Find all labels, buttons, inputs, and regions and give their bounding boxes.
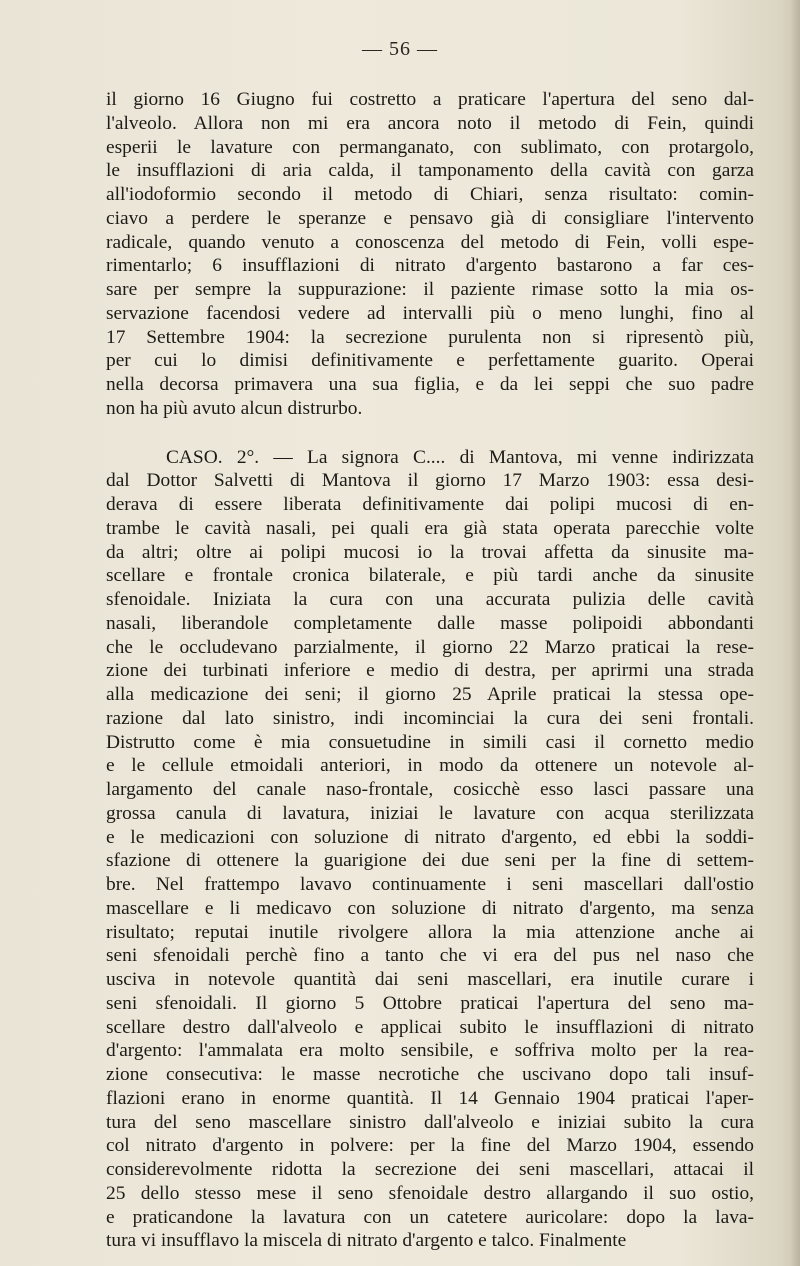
text-line: radicale, quando venuto a conoscenza del metodo di Fein, volli espe- bbox=[106, 231, 754, 253]
text-line: sfazione di ottenere la guarigione dei due seni per la fine di settem- bbox=[106, 850, 754, 872]
text-line: non ha più avuto alcun distrurbo. bbox=[106, 397, 363, 419]
body-text bbox=[106, 88, 754, 1253]
text-line: zione dei turbinati inferiore e medio di destra, per aprirmi una strada bbox=[106, 660, 754, 682]
text-line: servazione facendosi vedere ad intervalli più o meno lunghi, fino al bbox=[106, 302, 754, 324]
text-line: flazioni erano in enorme quantità. Il 14 Gennaio 1904 praticai l'aper- bbox=[106, 1087, 754, 1109]
text-line: ciavo a perdere le speranze e pensavo già di consigliare l'intervento bbox=[106, 207, 754, 229]
text-line: le insufflazioni di aria calda, il tamponamento della cavità con garza bbox=[106, 160, 754, 182]
text-line: tura vi insufflavo la miscela di nitrato d'argento e talco. Finalmente bbox=[106, 1230, 627, 1252]
text-line: sare per sempre la suppurazione: il paziente rimase sotto la mia os- bbox=[106, 279, 754, 300]
text-line: derava di essere liberata definitivamente dai polipi mucosi di en- bbox=[106, 494, 754, 515]
text-line: scellare destro dall'alveolo e applicai subito le insufflazioni di nitrato bbox=[106, 1016, 754, 1038]
text-line: all'iodoformio secondo il metodo di Chiari, senza risultato: comin- bbox=[106, 184, 754, 205]
text-line: e le medicazioni con soluzione di nitrato d'argento, ed ebbi la soddi- bbox=[106, 826, 754, 848]
page-number: — 56 — bbox=[362, 38, 438, 60]
text-line: mascellare e li medicavo con soluzione di nitrato d'argento, ma senza bbox=[106, 897, 754, 919]
text-line: nasali, liberandole completamente dalle masse polipoidi abbondanti bbox=[106, 612, 754, 634]
text-line: dal Dottor Salvetti di Mantova il giorno 17 Marzo 1903: essa desi- bbox=[106, 470, 754, 492]
text-line: risultato; reputai inutile rivolgere allora la mia attenzione anche ai bbox=[106, 921, 754, 943]
text-line: alla medicazione dei seni; il giorno 25 Aprile praticai la stessa ope- bbox=[106, 684, 754, 705]
text-line: rimentarlo; 6 insufflazioni di nitrato d'argento bastarono a far ces- bbox=[106, 255, 754, 277]
paragraph-case-1-continuation bbox=[106, 88, 754, 421]
text-line: tura del seno mascellare sinistro dall'alveolo e iniziai subito la cura bbox=[106, 1111, 754, 1133]
text-line: che le occludevano parzialmente, il giorno 22 Marzo praticai la rese- bbox=[106, 636, 754, 658]
text-line: e praticandone la lavatura con un catetere auricolare: dopo la lava- bbox=[106, 1206, 754, 1228]
page-edge-shadow bbox=[790, 0, 800, 1266]
text-line: il giorno 16 Giugno fui costretto a praticare l'apertura del seno dal- bbox=[106, 89, 754, 110]
text-line: scellare e frontale cronica bilaterale, e più tardi anche da sinusite bbox=[106, 565, 754, 587]
text-line: e le cellule etmoidali anteriori, in modo da ottenere un notevole al- bbox=[106, 755, 754, 777]
text-line: zione consecutiva: le masse necrotiche che uscivano dopo tali insuf- bbox=[106, 1064, 754, 1085]
text-line: esperii le lavature con permanganato, con sublimato, con protargolo, bbox=[106, 136, 754, 158]
text-line: l'alveolo. Allora non mi era ancora noto il metodo di Fein, quindi bbox=[106, 112, 754, 134]
text-line: grossa canula di lavatura, iniziai le lavature con acqua sterilizzata bbox=[106, 802, 754, 824]
text-line: d'argento: l'ammalata era molto sensibile, e soffriva molto per la rea- bbox=[106, 1040, 754, 1062]
text-line: trambe le cavità nasali, pei quali era già stata operata parecchie volte bbox=[106, 517, 754, 539]
text-line: CASO. 2°. — La signora C.... di Mantova, mi venne indirizzata bbox=[166, 446, 754, 468]
paragraph-case-2 bbox=[106, 446, 754, 1254]
text-line: nella decorsa primavera una sua figlia, e da lei seppi che suo padre bbox=[106, 374, 754, 395]
text-line: sfenoidale. Iniziata la cura con una accurata pulizia delle cavità bbox=[106, 589, 754, 610]
text-line: col nitrato d'argento in polvere: per la fine del Marzo 1904, essendo bbox=[106, 1135, 754, 1157]
text-line: per cui lo dimisi definitivamente e perfettamente guarito. Operai bbox=[106, 350, 754, 372]
text-line: Distrutto come è mia consuetudine in simili casi il cornetto medio bbox=[106, 731, 754, 753]
text-line: usciva in notevole quantità dai seni mascellari, era inutile curare i bbox=[106, 969, 754, 990]
text-line: considerevolmente ridotta la secrezione dei seni mascellari, attacai il bbox=[106, 1159, 754, 1180]
text-line: seni sfenoidali. Il giorno 5 Ottobre praticai l'apertura del seno ma- bbox=[106, 992, 754, 1014]
text-line: seni sfenoidali perchè fino a tanto che vi era del pus nel naso che bbox=[106, 945, 754, 967]
text-line: largamento del canale naso-frontale, cosicchè esso lasci passare una bbox=[106, 779, 754, 800]
text-line: bre. Nel frattempo lavavo continuamente i seni mascellari dall'ostio bbox=[106, 874, 754, 895]
text-line: razione dal lato sinistro, indi incominciai la cura dei seni frontali. bbox=[106, 707, 754, 729]
paragraph-gap bbox=[106, 421, 754, 446]
text-line: da altri; oltre ai polipi mucosi io la trovai affetta da sinusite ma- bbox=[106, 541, 754, 563]
text-line: 17 Settembre 1904: la secrezione purulenta non si ripresentò più, bbox=[106, 326, 754, 348]
text-line: 25 dello stesso mese il seno sfenoidale destro allargando il suo ostio, bbox=[106, 1182, 754, 1204]
